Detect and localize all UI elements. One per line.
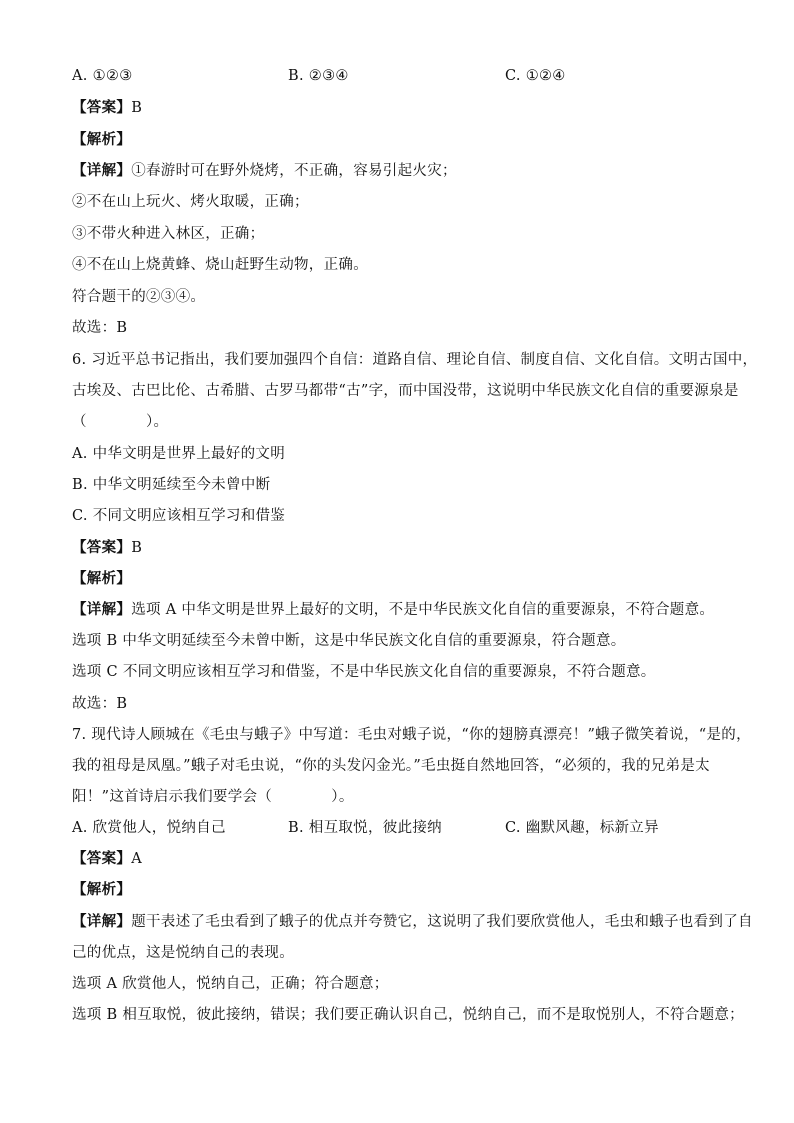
q5-option-c: C. ①②④: [505, 68, 566, 84]
q6-option-a: A. 中华文明是世界上最好的文明: [72, 446, 285, 462]
q5-detail-line: ③不带火种进入林区，正确；: [72, 226, 265, 242]
q7-option-a: A. 欣赏他人，悦纳自己: [72, 820, 226, 836]
q6-stem-line: 古埃及、古巴比伦、古希腊、古罗马都带“古”字，而中国没带，这说明中华民族文化自信的重要源泉是: [72, 383, 739, 399]
q7-option-c: C. 幽默风趣，标新立异: [505, 820, 659, 836]
q7-detail-line: 选项 A 欣赏他人，悦纳自己，正确；符合题意；: [72, 976, 389, 992]
q6-detail-line: [72, 600, 714, 620]
q6-answer: [72, 538, 142, 558]
q5-detail-line: 符合题干的②③④。: [72, 289, 206, 305]
q6-analysis-tag: 【解析】: [72, 570, 132, 587]
q5-answer: [72, 98, 142, 118]
q6-stem-line: 6. 习近平总书记指出，我们要加强四个自信：道路自信、理论自信、制度自信、文化自信。文明古国中，: [72, 352, 758, 368]
q7-answer: [72, 849, 142, 869]
q7-stem-line: 7. 现代诗人顾城在《毛虫与蛾子》中写道：毛虫对蛾子说，“你的翅膀真漂亮！”蛾子微笑着说，“是的，: [72, 727, 751, 743]
answer-value: A: [131, 851, 142, 867]
detail-text: 选项 A 中华文明是世界上最好的文明，不是中华民族文化自信的重要源泉，不符合题意。: [131, 602, 715, 618]
detail-text: ①春游时可在野外烧烤，不正确，容易引起火灾；: [131, 163, 457, 179]
q7-stem-line: 我的祖母是凤凰。”蛾子对毛虫说，“你的头发闪金光。”毛虫挺自然地回答，“必须的，我的兄弟是太: [72, 758, 710, 774]
q6-detail-line: 选项 B 中华文明延续至今未曾中断，这是中华民族文化自信的重要源泉，符合题意。: [72, 633, 626, 649]
q5-detail-line: [72, 161, 457, 181]
q5-detail-line: ④不在山上烧黄蜂、烧山赶野生动物，正确。: [72, 257, 368, 273]
q6-option-c: C. 不同文明应该相互学习和借鉴: [72, 508, 286, 524]
q6-detail-line: 选项 C 不同文明应该相互学习和借鉴，不是中华民族文化自信的重要源泉，不符合题意。: [72, 664, 656, 680]
detail-tag: 【详解】: [72, 162, 132, 179]
answer-value: B: [131, 540, 143, 556]
q7-stem-line: 阳！”这首诗启示我们要学会（ ）。: [72, 789, 354, 805]
q6-conclusion: 故选：B: [72, 696, 128, 712]
q5-conclusion: 故选：B: [72, 320, 128, 336]
detail-tag: 【详解】: [72, 913, 132, 930]
answer-tag: 【答案】: [72, 539, 132, 556]
q7-option-b: B. 相互取悦，彼此接纳: [288, 820, 442, 836]
answer-tag: 【答案】: [72, 850, 132, 867]
q7-detail-line: 己的优点，这是悦纳自己的表现。: [72, 945, 294, 961]
answer-tag: 【答案】: [72, 99, 132, 116]
q5-option-b: B. ②③④: [288, 68, 349, 84]
q5-detail-line: ②不在山上玩火、烤火取暖，正确；: [72, 194, 309, 210]
q5-option-a: A. ①②③: [72, 68, 133, 84]
answer-value: B: [131, 100, 143, 116]
q5-analysis-tag: 【解析】: [72, 131, 132, 148]
q6-stem-line: （ ）。: [72, 414, 169, 430]
detail-text: 题干表述了毛虫看到了蛾子的优点并夸赞它，这说明了我们要欣赏他人，毛虫和蛾子也看到了自: [131, 914, 753, 930]
q7-detail-line: 选项 B 相互取悦，彼此接纳，错误；我们要正确认识自己，悦纳自己，而不是取悦别人，不符合题意；: [72, 1007, 744, 1023]
detail-tag: 【详解】: [72, 601, 132, 618]
q7-detail-line: [72, 912, 753, 932]
q6-option-b: B. 中华文明延续至今未曾中断: [72, 477, 271, 493]
q7-analysis-tag: 【解析】: [72, 881, 132, 898]
